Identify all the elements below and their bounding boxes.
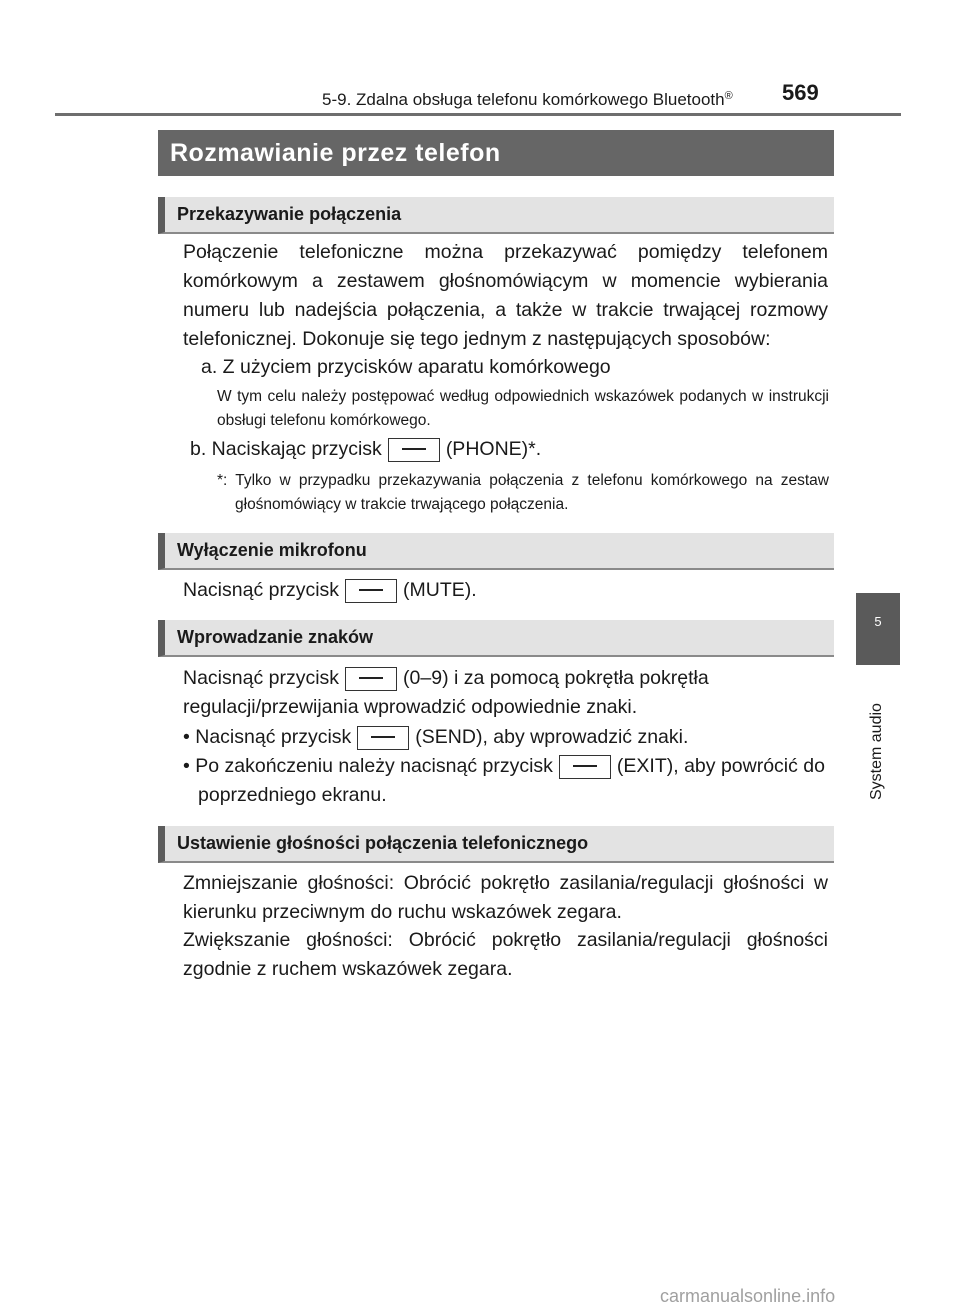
subsection-transfer-heading: Przekazywanie połączenia: [158, 197, 834, 234]
exit-prefix: • Po zakończeniu należy nacisnąć przycisk: [183, 755, 553, 777]
registered-mark: ®: [724, 90, 733, 102]
chapter-label-text: System audio: [868, 703, 885, 800]
number-button-icon: [345, 667, 397, 691]
subsection-input-heading: Wprowadzanie znaków: [158, 620, 834, 657]
volume-increase-text: Zwiększanie głośności: Obrócić pokrętło zasilania/regulacji głośności zgodnie z ruchem wskazówek zegara.: [183, 929, 828, 980]
mute-button-icon: [345, 579, 397, 603]
chapter-tab: 5: [856, 593, 900, 665]
mute-prefix: Nacisnąć przycisk: [183, 579, 340, 601]
exit-button-icon: [559, 755, 611, 779]
transfer-item-a-note: W tym celu należy postępować według odpowiednich wskazówek podanych w instrukcji obsługi telefonu komórkowego.: [217, 388, 829, 429]
subsection-mute-heading: Wyłączenie mikrofonu: [158, 533, 834, 570]
chapter-label: [868, 705, 898, 805]
exit-suffix: (EXIT), aby powrócić do poprzedniego ekranu.: [198, 755, 825, 806]
section-title: Rozmawianie przez telefon: [158, 130, 834, 176]
mute-suffix: (MUTE).: [403, 579, 477, 601]
transfer-item-b: [190, 435, 810, 464]
input-prefix: Nacisnąć przycisk: [183, 667, 340, 689]
send-prefix: • Nacisnąć przycisk: [183, 726, 352, 748]
transfer-item-b-prefix: b. Naciskając przycisk: [190, 438, 382, 460]
send-button-icon: [357, 726, 409, 750]
send-suffix: (SEND), aby wprowadzić znaki.: [415, 726, 689, 748]
header-divider: [55, 113, 901, 116]
mute-instruction: [183, 576, 803, 605]
footer-watermark: carmanualsonline.info: [660, 1286, 836, 1306]
subsection-volume-heading: Ustawienie głośności połączenia telefonicznego: [158, 826, 834, 863]
input-instruction: [183, 664, 828, 722]
header-title: [322, 86, 762, 110]
input-suffix: (0–9) i za pomocą pokrętła pokrętła regulacji/przewijania wprowadzić odpowiednie znaki.: [183, 667, 709, 718]
header-title-text: 5-9. Zdalna obsługa telefonu komórkowego Bluetooth: [322, 90, 725, 109]
input-bullet-exit: [183, 752, 835, 810]
volume-decrease-text: Zmniejszanie głośności: Obrócić pokrętło zasilania/regulacji głośności w kierunku przeciwnym do ruchu wskazówek zegara.: [183, 872, 828, 923]
phone-button-icon: [388, 438, 440, 462]
transfer-item-a: a. Z użyciem przycisków aparatu komórkowego: [201, 356, 611, 378]
transfer-footnote: *: Tylko w przypadku przekazywania połączenia z telefonu komórkowego na zestaw głośnomówiący w trakcie trwającego połączenia.: [217, 472, 829, 513]
page-number: 569: [782, 80, 819, 105]
transfer-paragraph: Połączenie telefoniczne można przekazywać pomiędzy telefonem komórkowym a zestawem głośnomówiącym w momencie wybierania numeru lub nadejścia połączenia, a także w trakcie trwającej rozmowy telefonicznej. Dokonuje się tego jednym z następujących sposobów:: [183, 241, 828, 350]
input-bullet-send: [183, 723, 828, 752]
transfer-item-b-suffix: (PHONE)*.: [445, 438, 542, 460]
